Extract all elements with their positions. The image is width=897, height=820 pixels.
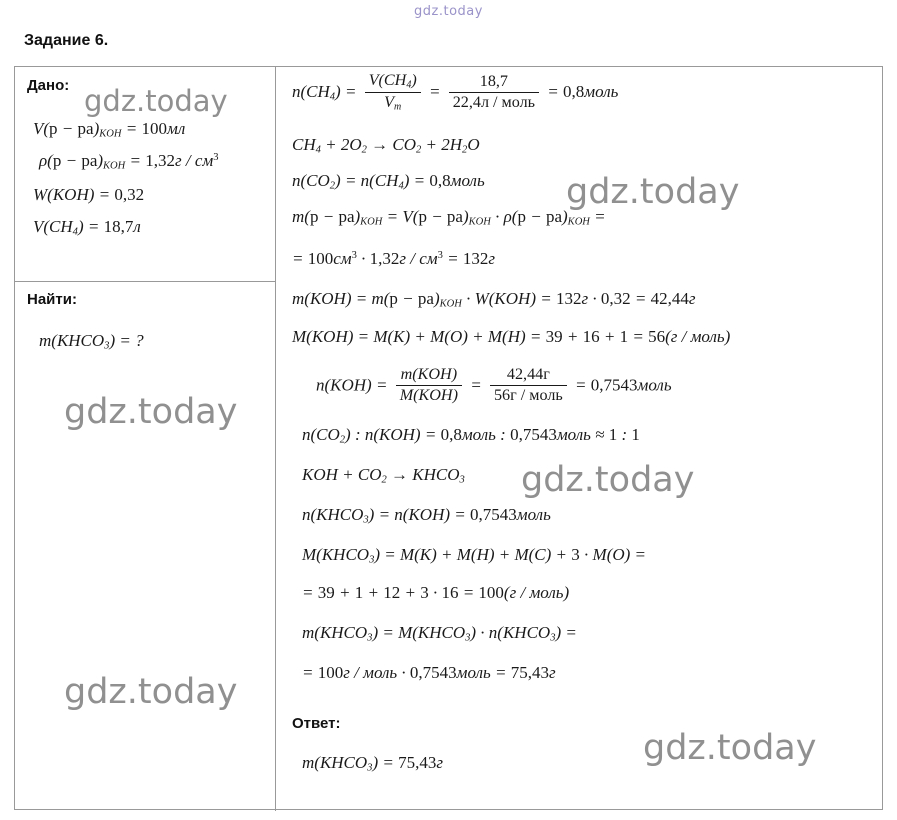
solution-line-2: $CH_4 + 2O_2 \to CO_2 + 2H_2O$ — [292, 135, 480, 156]
solution-line-14: $m(KHCO_3)$ = $M(KHCO_3)$ · $n(KHCO_3)$ = — [302, 623, 577, 644]
watermark: gdz.today — [643, 728, 817, 768]
watermark: gdz.today — [521, 460, 695, 500]
given-line-2: $\rho(p - pa)_{KOH} = 1,32г / см^3$ — [39, 151, 219, 172]
watermark: gdz.today — [84, 84, 228, 118]
page-title: Задание 6. — [24, 32, 109, 49]
solution-line-12: $M(KHCO_3) = M(K) + M(H) + M(C) + 3 \cdot M(O)$ = — [302, 545, 647, 566]
watermark: gdz.today — [64, 672, 238, 712]
top-watermark: gdz.today — [414, 4, 483, 19]
watermark: gdz.today — [566, 172, 740, 212]
solution-line-8: n(KOH) = $\frac{\text{m(KOH)}}{\text{M(KOH)}}$ = $\frac{42,44г}{\text{56г / моль}}$ = 0,7543моль — [316, 366, 672, 404]
solution-line-11: $n(KHCO_3) = n(KOH)$ = 0,7543моль — [302, 505, 551, 526]
table-horizontal-divider — [15, 281, 275, 282]
given-line-1: $V(p - pa)_{KOH} = 100мл$ — [33, 119, 186, 140]
solution-line-10: KOH + $CO_2$ → $KHCO_3$ — [302, 465, 465, 486]
answer-label: Ответ: — [292, 715, 341, 732]
solution-line-3: $n(CO_2) = n(CH_4)$ = 0,8моль — [292, 171, 485, 192]
solution-line-6: $m(KOH) = m(p - pa)_{KOH} \cdot W(KOH) = 132г \cdot 0,32 = 42,44г$ — [292, 289, 696, 310]
find-label: Найти: — [27, 291, 77, 308]
solution-line-15: = 100г / моль · 0,7543моль = 75,43г — [302, 663, 556, 682]
given-line-3: W(KOH) = 0,32 — [33, 185, 145, 204]
solution-line-1: $n(CH_4)$ = $\frac{V(CH_4)}{V_m}$ = $\frac{18,7}{\text{22,4л / моль}}$ = 0,8моль — [292, 72, 619, 112]
given-line-4: $V(CH_4) = 18,7л$ — [33, 217, 141, 238]
solution-line-5: = $100см^3 \cdot 1,32г / см^3 = 132г$ — [292, 249, 496, 268]
solution-column — [276, 67, 883, 811]
solution-line-13: = 39 + 1 + 12 + 3 · 16 = 100(г / моль) — [302, 583, 570, 602]
watermark: gdz.today — [64, 392, 238, 432]
given-label: Дано: — [27, 77, 70, 94]
solution-line-4: $m(p - pa)_{KOH} = V(p - pa)_{KOH} \cdot \rho(p - pa)_{KOH}$ = — [292, 207, 606, 228]
find-line: $m(KHCO_3)$ = ? — [39, 331, 144, 352]
answer-value: $m(KHCO_3) = 75,43г$ — [302, 753, 443, 774]
solution-table — [14, 66, 883, 810]
solution-line-9: $n(CO_2)$ : n(KOH) = 0,8моль : 0,7543моль ≈ 1 : 1 — [302, 425, 640, 446]
solution-line-7: M(KOH) = M(K) + M(O) + M(H) = 39 + 16 + 1 = 56(г / моль) — [292, 327, 731, 346]
